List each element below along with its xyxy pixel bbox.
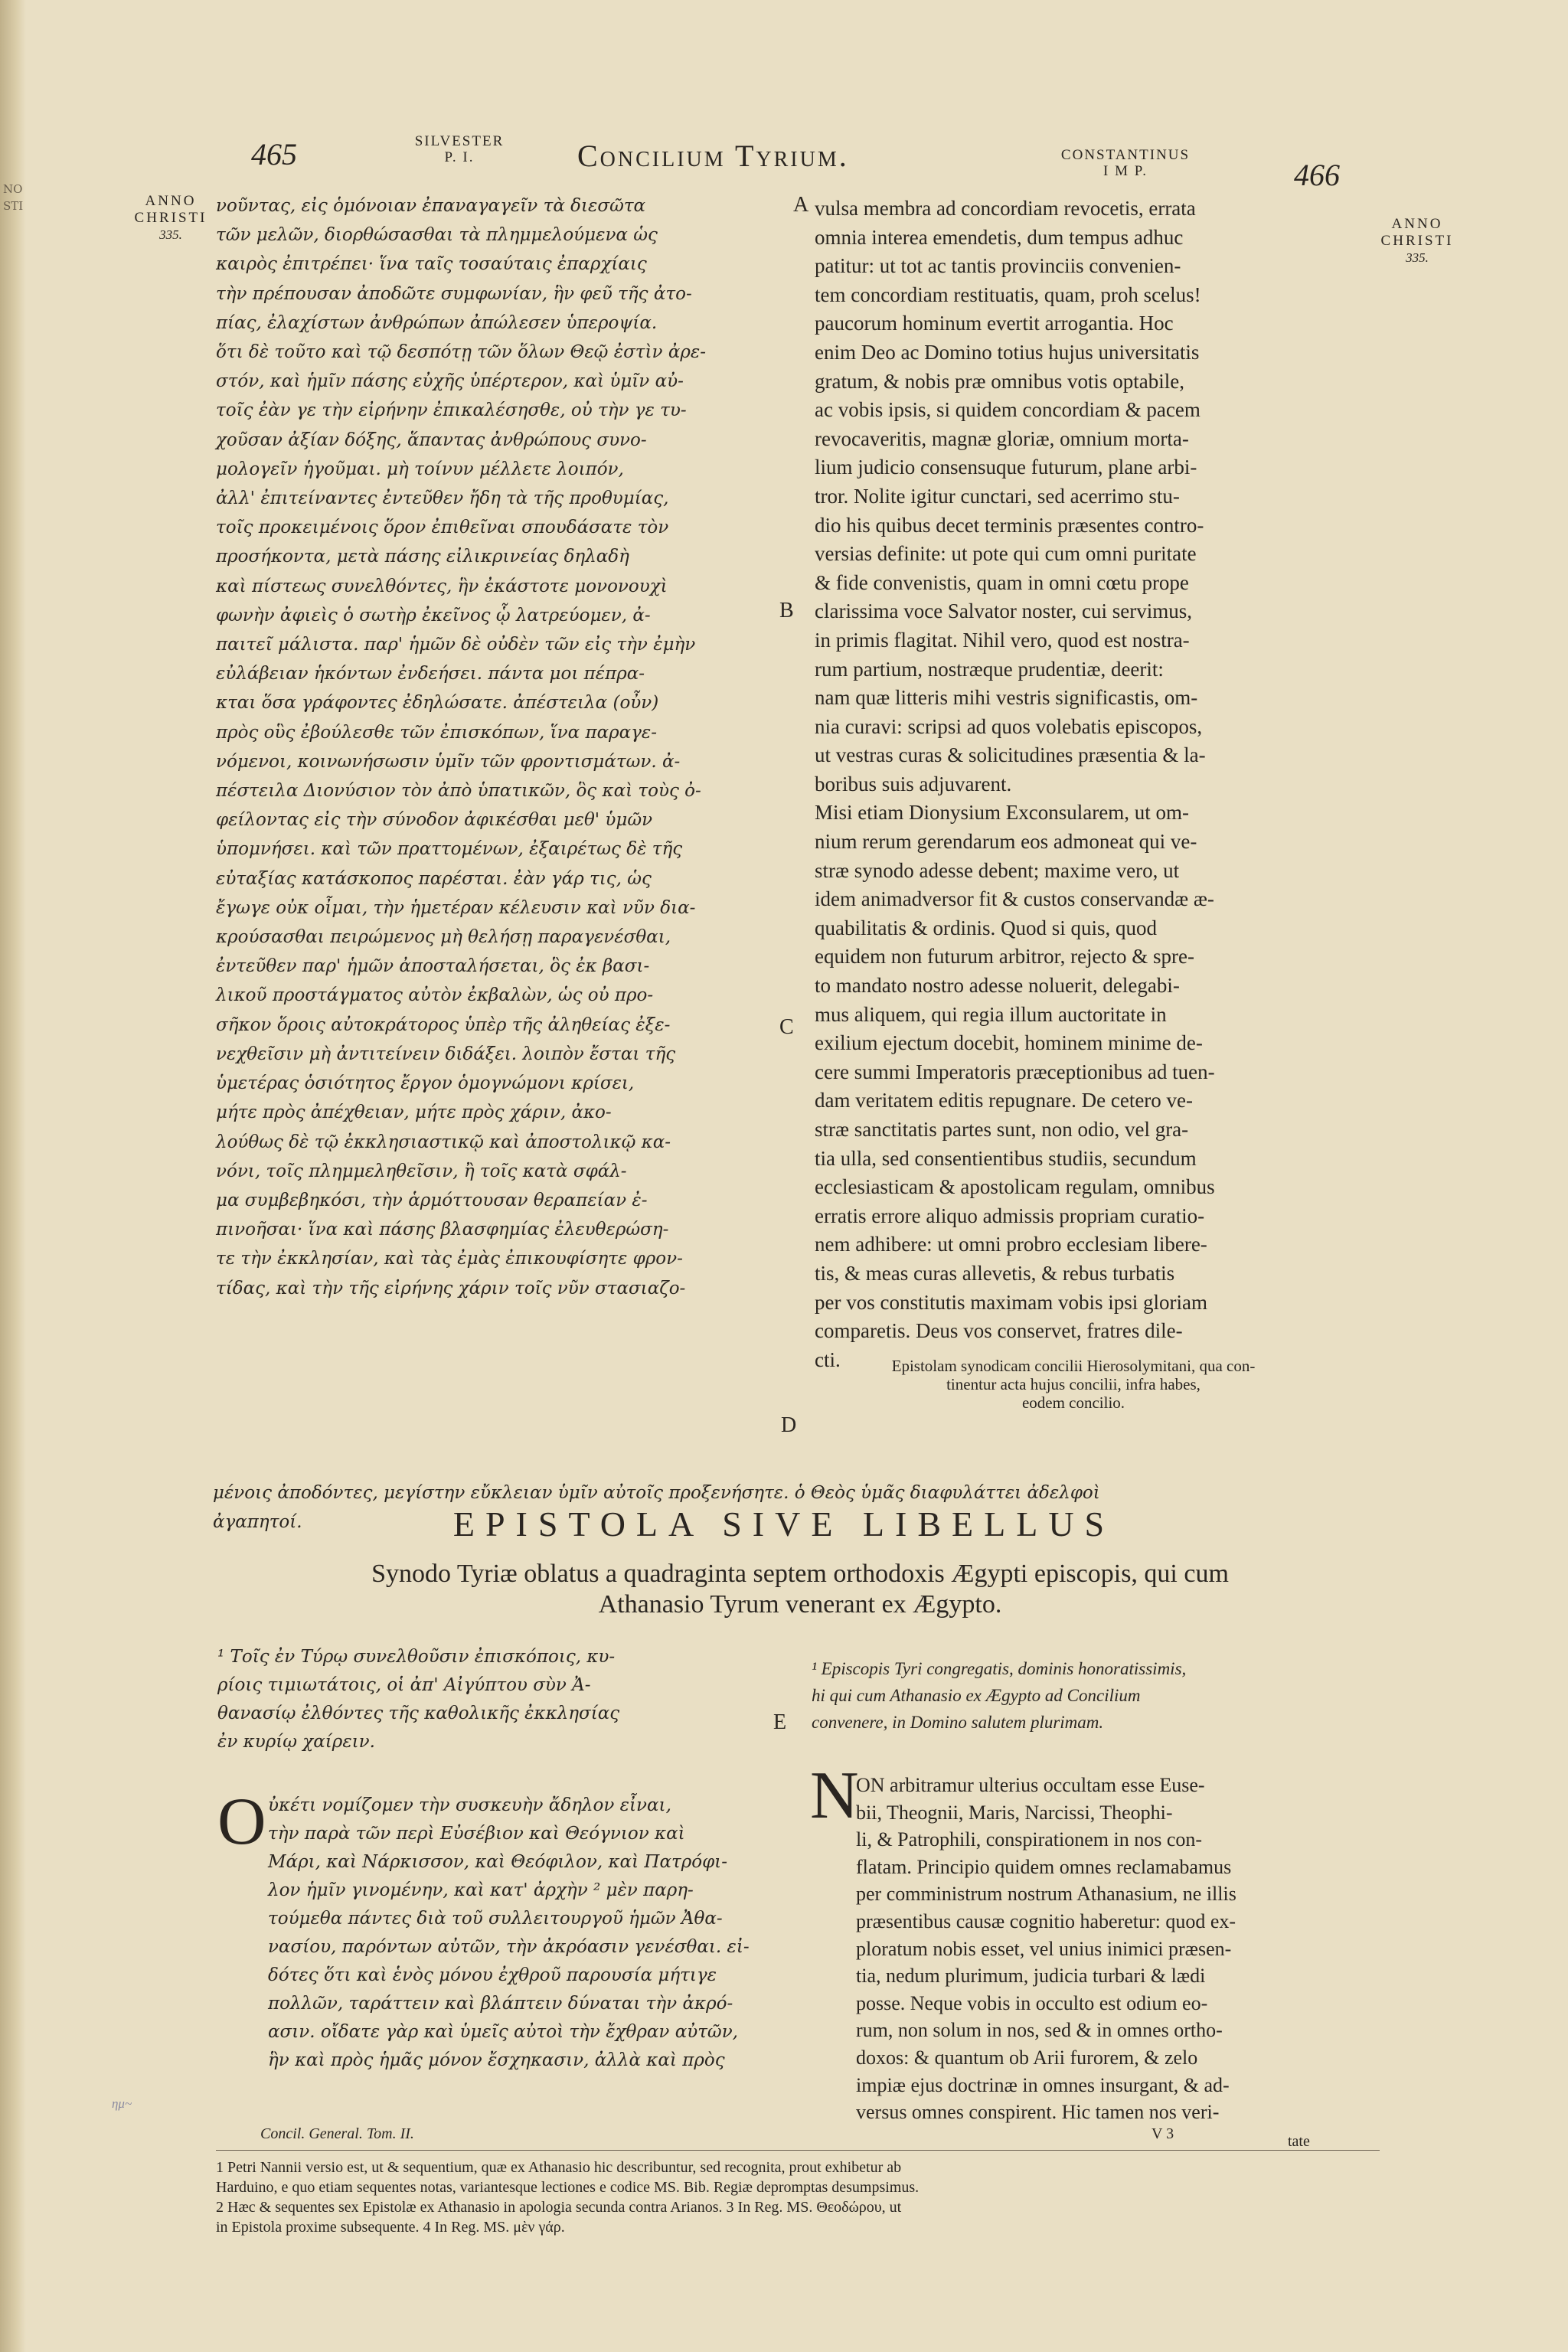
latin-address-line: hi qui cum Athanasio ex Ægypto ad Concilium bbox=[812, 1686, 1141, 1705]
latin-line: vulsa membra ad concordiam revocetis, errata bbox=[815, 197, 1196, 220]
greek-line: φωνὴν ἀφιεὶς ὁ σωτὴρ ἐκεῖνος ᾧ λατρεύομεν, ἀ- bbox=[216, 605, 651, 626]
greek-line: τῶν μελῶν, διορθώσασθαι τὰ πλημμελούμενα ὡς bbox=[216, 225, 658, 246]
left-heading-line1: SILVESTER bbox=[414, 133, 505, 149]
greek-line: κται ὅσα γράφοντες ἐδηλώσατε. ἀπέστειλα (οὖν) bbox=[216, 693, 659, 714]
greek-body-line: νασίου, παρόντων αὐτῶν, τὴν ἀκρόασιν γενέσθαι. εἰ- bbox=[268, 1937, 750, 1957]
latin-line: paucorum hominum evertit arrogantia. Hoc bbox=[815, 312, 1174, 335]
latin-line: tror. Nolite igitur cunctari, sed acerrimo stu- bbox=[815, 484, 1180, 508]
greek-line: τίδας, καὶ τὴν τῆς εἰρήνης χάριν τοῖς νῦν στασιαζο- bbox=[216, 1278, 686, 1298]
latin-line: lium judicio consensuque futurum, plane arbi- bbox=[815, 456, 1197, 479]
latin-body-line: ON arbitramur ulterius occultam esse Euse- bbox=[856, 1774, 1205, 1796]
year-label: 335. bbox=[159, 227, 182, 242]
latin-body bbox=[856, 1772, 1377, 2126]
page-binding bbox=[0, 0, 26, 2352]
greek-body-line: ασιν. οἴδατε γὰρ καὶ ὑμεῖς αὐτοὶ τὴν ἔχθραν αὐτῶν, bbox=[268, 2022, 738, 2042]
signature-mark: V 3 bbox=[1152, 2125, 1174, 2142]
latin-line: gratum, & nobis præ omnibus votis optabile, bbox=[815, 369, 1184, 393]
page-number-right: 466 bbox=[1294, 158, 1340, 192]
greek-line: νόνι, τοῖς πλημμεληθεῖσιν, ἢ τοῖς κατὰ σφάλ- bbox=[216, 1161, 627, 1181]
latin-line: tem concordiam restituatis, quam, proh scelus! bbox=[815, 283, 1201, 306]
latin-address-line: convenere, in Domino salutem plurimam. bbox=[812, 1713, 1104, 1732]
latin-body-line: bii, Theognii, Maris, Narcissi, Theophi- bbox=[856, 1801, 1173, 1824]
catchword: tate bbox=[1288, 2133, 1310, 2150]
section-mark-c: C bbox=[779, 1015, 794, 1039]
greek-line: τε τὴν ἐκκλησίαν, καὶ τὰς ἐμὰς ἐπικουφίσητε φρον- bbox=[216, 1249, 683, 1269]
epistola-subtitle-line: Athanasio Tyrum venerant ex Ægypto. bbox=[598, 1590, 1002, 1619]
latin-line: Misi etiam Dionysium Exconsularem, ut om- bbox=[815, 801, 1189, 825]
latin-body-line: doxos: & quantum ob Arii furorem, & zelo bbox=[856, 2046, 1198, 2069]
greek-body bbox=[268, 1792, 773, 2075]
edge-text-2: STI bbox=[3, 199, 24, 213]
latin-line: nam quæ litteris mihi vestris significastis, om- bbox=[815, 686, 1198, 710]
edge-text-1: NO bbox=[3, 182, 23, 196]
latin-line: boribus suis adjuvarent. bbox=[815, 772, 1012, 795]
latin-body-line: posse. Neque vobis in occulto est odium eo- bbox=[856, 1991, 1208, 2014]
greek-address bbox=[217, 1643, 769, 1756]
year-label: 335. bbox=[1406, 250, 1429, 265]
latin-line: revocaveritis, magnæ gloriæ, omnium morta- bbox=[815, 426, 1189, 450]
greek-body-line: πολλῶν, ταράττειν καὶ βλάπτειν δύναται τὴν ἀκρό- bbox=[268, 1994, 733, 2014]
latin-line: erratis errore aliquo admissis propriam curatio- bbox=[815, 1204, 1205, 1227]
greek-line: λικοῦ προστάγματος αὐτὸν ἐκβαλὼν, ὡς οὐ προ- bbox=[216, 985, 654, 1006]
greek-line: ὅτι δὲ τοῦτο καὶ τῷ δεσπότῃ τῶν ὅλων Θεῷ ἐστὶν ἀρε- bbox=[216, 342, 706, 363]
latin-line: tis, & meas curas allevetis, & rebus turbatis bbox=[815, 1261, 1175, 1285]
latin-line: idem animadversor fit & custos conservandæ æ- bbox=[815, 887, 1214, 911]
epistola-title: EPISTOLA SIVE LIBELLUS bbox=[452, 1504, 1116, 1544]
greek-line: λούθως δὲ τῷ ἐκκλησιαστικῷ καὶ ἀποστολικῷ κα- bbox=[216, 1132, 671, 1152]
footnote-line: 1 Petri Nannii versio est, ut & sequentium, quæ ex Athanasio hic describuntur, sed recognita, prout exhibetur ab bbox=[216, 2159, 902, 2176]
section-mark-a: A bbox=[793, 193, 809, 217]
section-mark-d: D bbox=[781, 1413, 797, 1437]
anno-label: ANNO bbox=[145, 193, 197, 209]
greek-line: πρὸς οὓς ἐβούλεσθε τῶν ἐπισκόπων, ἵνα παραγε- bbox=[216, 722, 658, 743]
greek-line: τοῖς προκειμένοις ὅρον ἐπιθεῖναι σπουδάσατε τὸν bbox=[216, 518, 669, 538]
latin-line: stræ synodo adesse debent; maxime vero, ut bbox=[815, 858, 1180, 882]
greek-drop-cap: O bbox=[217, 1785, 266, 1859]
greek-line: καιρὸς ἐπιτρέπει· ἵνα ταῖς τοσαύταις ἐπαρχίαις bbox=[216, 254, 647, 275]
footnote-rule bbox=[216, 2150, 1380, 2151]
anno-label: ANNO bbox=[1391, 216, 1443, 232]
latin-line: ac vobis ipsis, si quidem concordiam & pacem bbox=[815, 398, 1200, 422]
greek-line: εὐλάβειαν ἡκόντων ἐνδεήσει. πάντα μοι πέπρα- bbox=[216, 664, 645, 684]
greek-line: νεχθεῖσιν μὴ ἀντιτείνειν διδάξει. λοιπὸν ἔσται τῆς bbox=[216, 1044, 676, 1064]
latin-drop-cap: N bbox=[810, 1759, 859, 1833]
greek-column bbox=[216, 191, 782, 1303]
latin-body-line: flatam. Principio quidem omnes reclamabamus bbox=[856, 1855, 1232, 1878]
latin-line: nium rerum gerendarum eos admoneat qui ve- bbox=[815, 830, 1197, 854]
greek-body-line: λον ἡμῖν γινομένην, καὶ κατ' ἀρχὴν ² μὲν παρη- bbox=[268, 1880, 694, 1900]
greek-line: παιτεῖ μάλιστα. παρ' ἡμῶν δὲ οὐδὲν τῶν εἰς τὴν ἐμὴν bbox=[216, 635, 696, 655]
greek-address-line: ἐν κυρίῳ χαίρειν. bbox=[217, 1732, 375, 1752]
epistola-subtitle bbox=[253, 1559, 1348, 1620]
latin-line: quabilitatis & ordinis. Quod si quis, quod bbox=[815, 916, 1158, 939]
right-heading bbox=[1026, 147, 1225, 179]
footnote-line: 2 Hæc & sequentes sex Epistolæ ex Athanasio in apologia secunda contra Arianos. 3 In Reg. MS. Θεοδώρου, ut bbox=[216, 2199, 902, 2216]
right-heading-line2: I M P. bbox=[1103, 163, 1148, 179]
greek-line: μήτε πρὸς ἀπέχθειαν, μήτε πρὸς χάριν, ἀκο- bbox=[216, 1102, 612, 1123]
greek-line: ἀλλ' ἐπιτείναντες ἐντεῦθεν ἤδη τὰ τῆς προθυμίας, bbox=[216, 488, 669, 509]
greek-body-line: ἣν καὶ πρὸς ἡμᾶς μόνον ἔσχηκασιν, ἀλλὰ καὶ πρὸς bbox=[268, 2050, 725, 2070]
greek-line: εὐταξίας κατάσκοπος παρέσται. ἐὰν γάρ τις, ὡς bbox=[216, 868, 652, 889]
right-heading-line1: CONSTANTINUS bbox=[1060, 147, 1191, 163]
latin-body-line: rum, non solum in nos, sed & in omnes ortho- bbox=[856, 2019, 1223, 2042]
latin-line: cti. bbox=[815, 1348, 841, 1371]
footnotes bbox=[216, 2158, 919, 2237]
latin-body-line: ploratum nobis esset, vel unius inimici præsen- bbox=[856, 1937, 1232, 1960]
epistola-subtitle-line: Synodo Tyriæ oblatus a quadraginta septem orthodoxis Ægypti episcopis, qui cum bbox=[371, 1560, 1229, 1588]
greek-line: ἔγωγε οὐκ οἶμαι, τὴν ἡμετέραν κέλευσιν καὶ νῦν δια- bbox=[216, 897, 696, 918]
greek-address-line: ρίοις τιμιωτάτοις, οἱ ἀπ' Αἰγύπτου σὺν Ἀ- bbox=[217, 1675, 591, 1695]
greek-line: φείλοντας εἰς τὴν σύνοδον ἀφικέσθαι μεθ' ὑμῶν bbox=[216, 810, 653, 831]
christi-label: CHRISTI bbox=[134, 210, 207, 226]
latin-line: mus aliquem, qui regia illum auctoritate in bbox=[815, 1002, 1167, 1026]
latin-column bbox=[815, 194, 1366, 1374]
synodical-note-line: eodem concilio. bbox=[1021, 1393, 1125, 1412]
pencil-annotation: ημ~ bbox=[112, 2096, 132, 2111]
greek-body-line: τούμεθα πάντες διὰ τοῦ συλλειτουργοῦ ἡμῶν Ἀθα- bbox=[268, 1909, 723, 1929]
latin-line: dam veritatem editis repugnare. De cetero ve- bbox=[815, 1089, 1194, 1112]
latin-line: & fide convenistis, quam in omni cœtu prope bbox=[815, 570, 1189, 594]
margin-year-right bbox=[1375, 216, 1459, 266]
latin-line: in primis flagitat. Nihil vero, quod est nostra- bbox=[815, 628, 1190, 652]
greek-line: ὑμετέρας ὁσιότητος ἔργον ὁμογνώμονι κρίσει, bbox=[216, 1073, 635, 1094]
latin-line: per vos constitutis maximam vobis ipsi gloriam bbox=[815, 1290, 1207, 1314]
synodical-note-line: tinentur acta hujus concilii, infra habes, bbox=[946, 1375, 1200, 1393]
greek-body-line: Μάρι, καὶ Νάρκισσον, καὶ Θεόφιλον, καὶ Πατρόφι- bbox=[268, 1852, 727, 1872]
latin-line: nia curavi: scripsi ad quos volebatis episcopos, bbox=[815, 714, 1203, 738]
latin-line: patitur: ut tot ac tantis provinciis convenien- bbox=[815, 254, 1181, 278]
greek-line: χοῦσαν ἀξίαν δόξης, ἅπαντας ἀνθρώπους συνο- bbox=[216, 430, 647, 450]
latin-body-line: per comministrum nostrum Athanasium, ne illis bbox=[856, 1883, 1236, 1906]
latin-line: cere summi Imperatoris præceptionibus ad tuen- bbox=[815, 1060, 1215, 1083]
greek-body-line: δότες ὅτι καὶ ἑνὸς μόνου ἐχθροῦ παρουσία μήτιγε bbox=[268, 1965, 717, 1985]
greek-line: κρούσασθαι πειρώμενος μὴ θελήσῃ παραγενέσθαι, bbox=[216, 927, 671, 948]
greek-line: στόν, καὶ ἡμῖν πάσης εὐχῆς ὑπέρτερον, καὶ ὑμῖν αὐ- bbox=[216, 371, 684, 392]
edge-text bbox=[3, 181, 23, 214]
footnote-line: Harduino, e quo etiam sequentes notas, variantesque lectiones e codice MS. Bib. Regiæ depromptas desumpsimus. bbox=[216, 2179, 920, 2196]
greek-line: ὑπομνήσει. καὶ τῶν πραττομένων, ἐξαιρέτως δὲ τῆς bbox=[216, 839, 683, 860]
latin-line: stræ sanctitatis partes sunt, non odio, vel gra- bbox=[815, 1118, 1189, 1141]
left-heading-line2: P. I. bbox=[444, 149, 475, 165]
greek-line: μολογεῖν ἡγοῦμαι. μὴ τοίνυν μέλλετε λοιπόν, bbox=[216, 459, 624, 479]
greek-line: νοῦντας, εἰς ὁμόνοιαν ἐπαναγαγεῖν τὰ διεσῶτα bbox=[216, 196, 646, 216]
greek-line: πίας, ἐλαχίστων ἀνθρώπων ἀπώλεσεν ὑπεροψία. bbox=[216, 312, 658, 333]
greek-address-line: ¹ Τοῖς ἐν Τύρῳ συνελθοῦσιν ἐπισκόποις, κυ- bbox=[217, 1647, 616, 1667]
latin-line: dio his quibus decet terminis præsentes contro- bbox=[815, 513, 1204, 537]
synodical-note-line: Epistolam synodicam concilii Hierosolymitani, qua con- bbox=[891, 1357, 1256, 1375]
left-heading bbox=[383, 133, 536, 165]
latin-body-line: tia, nedum plurimum, judicia turbari & lædi bbox=[856, 1965, 1206, 1988]
greek-address-line: θανασίῳ ἐλθόντες τῆς καθολικῆς ἐκκλησίας bbox=[217, 1704, 620, 1723]
greek-line: ἐντεῦθεν παρ' ἡμῶν ἀποσταλήσεται, ὃς ἐκ βασι- bbox=[216, 956, 650, 977]
christi-label: CHRISTI bbox=[1380, 233, 1454, 249]
latin-line: versias definite: ut pote qui cum omni puritate bbox=[815, 542, 1197, 566]
latin-line: omnia interea emendetis, dum tempus adhuc bbox=[815, 225, 1184, 249]
synodical-note bbox=[813, 1357, 1334, 1412]
greek-line: καὶ πίστεως συνελθόντες, ἣν ἐκάστοτε μονονουχὶ bbox=[216, 576, 668, 596]
latin-line: clarissima voce Salvator noster, cui servimus, bbox=[815, 599, 1193, 623]
section-mark-e: E bbox=[773, 1710, 787, 1734]
running-title: Concilium Tyrium. bbox=[577, 139, 849, 173]
greek-line: νόμενοι, κοινωνήσωσιν ὑμῖν τῶν φροντισμάτων. ἀ- bbox=[216, 751, 681, 772]
greek-line: σῆκον ὅροις αὐτοκράτορος ὑπὲρ τῆς ἀληθείας ἐξε- bbox=[216, 1014, 671, 1035]
latin-body-line: li, & Patrophili, conspirationem in nos con- bbox=[856, 1828, 1203, 1851]
footnote-line: in Epistola proxime subsequente. 4 In Reg. MS. μὲν γάρ. bbox=[216, 2219, 565, 2236]
signature-left: Concil. General. Tom. II. bbox=[260, 2125, 414, 2142]
latin-address-line: ¹ Episcopis Tyri congregatis, dominis honoratissimis, bbox=[812, 1659, 1187, 1678]
greek-body-line: ὐκέτι νομίζομεν τὴν συσκευὴν ἄδηλον εἶναι, bbox=[268, 1795, 671, 1815]
greek-closing-line: μένοις ἀποδόντες, μεγίστην εὔκλειαν ὑμῖν αὐτοῖς προξενήσητε. ὁ Θεὸς ὑμᾶς διαφυλάττει ἀδελφοὶ bbox=[213, 1483, 1100, 1503]
margin-year-left bbox=[129, 193, 213, 243]
section-mark-b: B bbox=[779, 599, 794, 622]
latin-line: nem adhibere: ut omni probro ecclesiam libere- bbox=[815, 1233, 1207, 1256]
latin-body-line: versus omnes conspirent. Hic tamen nos veri- bbox=[856, 2101, 1220, 2124]
latin-line: exilium ejectum docebit, hominem minime de- bbox=[815, 1031, 1203, 1055]
latin-line: ut vestras curas & solicitudines præsentia & la- bbox=[815, 743, 1206, 767]
greek-line: τοῖς ἐὰν γε τὴν εἰρήνην ἐπικαλέσησθε, οὐ τὴν γε τυ- bbox=[216, 400, 687, 421]
greek-line: τὴν πρέπουσαν ἀποδῶτε συμφωνίαν, ἣν φεῦ τῆς ἀτο- bbox=[216, 283, 692, 304]
latin-body-line: præsentibus causæ cognitio haberetur: quod ex- bbox=[856, 1909, 1236, 1932]
latin-line: enim Deo ac Domino totius hujus universitatis bbox=[815, 340, 1200, 364]
latin-body-line: impiæ ejus doctrinæ in omnes insurgant, & ad- bbox=[856, 2073, 1230, 2096]
greek-closing-line: ἀγαπητοί. bbox=[213, 1512, 302, 1532]
greek-line: πινοῆσαι· ἵνα καὶ πάσης βλασφημίας ἐλευθερώση- bbox=[216, 1220, 669, 1240]
greek-body-line: τὴν παρὰ τῶν περὶ Εὐσέβιον καὶ Θεόγνιον καὶ bbox=[268, 1824, 685, 1844]
page-number-left: 465 bbox=[251, 137, 297, 172]
latin-line: comparetis. Deus vos conservet, fratres dile- bbox=[815, 1319, 1183, 1343]
latin-line: to mandato nostro adesse noluerit, delegabi- bbox=[815, 974, 1180, 998]
greek-line: μα συμβεβηκόσι, τὴν ἁρμόττουσαν θεραπείαν ἐ- bbox=[216, 1190, 648, 1210]
greek-line: προσήκοντα, μετὰ πάσης εἰλικρινείας δηλαδὴ bbox=[216, 547, 629, 567]
latin-line: equidem non futurum arbitror, rejecto & spre- bbox=[815, 945, 1195, 969]
latin-line: rum partium, nostræque prudentiæ, deerit: bbox=[815, 657, 1164, 681]
latin-line: ecclesiasticam & apostolicam regulam, omnibus bbox=[815, 1175, 1215, 1199]
latin-address bbox=[812, 1655, 1363, 1736]
greek-line: πέστειλα Διονύσιον τὸν ἀπὸ ὑπατικῶν, ὃς καὶ τοὺς ὀ- bbox=[216, 781, 701, 802]
latin-line: tia ulla, sed consentientibus studiis, secundum bbox=[815, 1146, 1197, 1170]
